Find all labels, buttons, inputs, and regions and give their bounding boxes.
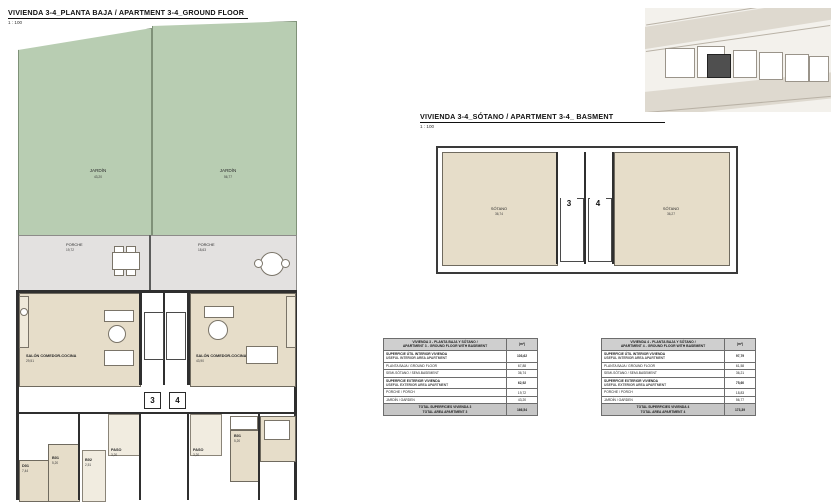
table4-row0-label — [602, 350, 725, 362]
porch-chair-3b — [126, 246, 136, 253]
site-block-f — [809, 56, 829, 82]
dining-table-4 — [246, 346, 278, 364]
table4-total-value: 173,39 — [725, 404, 756, 416]
table4-total-label — [602, 404, 725, 416]
basement-core-wall-right — [612, 152, 614, 264]
table3-total-line2: TOTAL AREA APARTMENT 3 — [422, 409, 468, 414]
table4-row3-en: USEFUL EXTERIOR AREA APARTMENT — [604, 383, 667, 388]
table4-row4-value: 18,83 — [725, 389, 756, 396]
table4-row1-value: 61,58 — [725, 362, 756, 369]
table3-row2-label: SEMI-SÓTANO / SEMI-BASEMENT — [384, 370, 507, 377]
living-room-3-name: SALÓN COMEDOR-COCINA — [26, 354, 77, 358]
stair-core-wall-right — [187, 293, 190, 385]
table3-row1-label: PLANTA BAJA / GROUND FLOOR — [384, 362, 507, 369]
basement-room-3-name: SÓTANO — [490, 206, 508, 211]
table3-row3-es: SUPERFICIE EXTERIOR VIVIENDA — [386, 378, 441, 383]
table3-row1-value: 67,88 — [507, 362, 538, 369]
table4-row0-en: USEFUL INTERIOR AREA APARTMENT — [604, 356, 666, 361]
basement-room-4-area: 36,27 — [667, 212, 675, 217]
site-highlight-block — [707, 54, 731, 78]
table3-row5-value: 43,20 — [507, 396, 538, 403]
ground-floor-plan — [8, 20, 308, 500]
bedroom-band-wall — [16, 412, 297, 414]
b01-4-label — [234, 434, 241, 444]
area-table-apartment-4 — [601, 338, 756, 416]
site-block-d — [759, 52, 783, 80]
porch-table-3 — [112, 252, 140, 270]
table4-total-line2: TOTAL AREA APARTMENT 4 — [640, 409, 686, 414]
b01-4-name: B01 — [234, 434, 241, 438]
paso-4-name: PASO — [193, 448, 204, 452]
table3-row3-en: USEFUL EXTERIOR AREA APARTMENT — [386, 383, 449, 388]
porch-divider — [149, 235, 151, 291]
basement-title: VIVIENDA 3-4_SÓTANO / APARTMENT 3-4_ BASMENT — [420, 112, 614, 121]
area-table-apartment-3 — [383, 338, 538, 416]
table3-row5-label: JARDÍN / GARDEN — [384, 396, 507, 403]
lower-wall-c — [187, 414, 189, 500]
porch-chair-4b — [281, 259, 290, 268]
table3-header-line1: VIVIENDA 3 - PLANTA BAJA Y SÓTANO / — [412, 340, 478, 344]
table3-row3-value: 62,92 — [507, 377, 538, 389]
table4-row5-label: JARDÍN / GARDEN — [602, 396, 725, 403]
b02-name: B02 — [85, 458, 92, 462]
lower-wall-b — [139, 414, 141, 500]
basement-core-wall-left — [556, 152, 558, 264]
unit-marker-3-basement: 3 — [561, 196, 577, 212]
kitchen-counter-4 — [286, 296, 296, 348]
porch-name-3: PORCHE — [66, 242, 83, 247]
paso-3-name: PASO — [111, 448, 122, 452]
b01-3-area: 5,20 — [52, 460, 59, 465]
basement-title-block — [420, 112, 665, 123]
table3-row4-label: PORCHE / PORCH — [384, 389, 507, 396]
table3-total-line1: TOTAL SUPERFICIES VIVIENDA 3 — [418, 405, 472, 410]
table3-total-value: 166,54 — [507, 404, 538, 416]
b01-3-name: B01 — [52, 456, 59, 460]
paso-4-label — [193, 448, 203, 458]
stair-run-3 — [144, 312, 164, 360]
garden-area-value-3: 43,20 — [94, 174, 102, 179]
ground-floor-title-block — [8, 8, 248, 19]
b01-3-label — [52, 456, 59, 466]
site-block-c — [733, 50, 757, 78]
porch-label-3 — [66, 242, 83, 252]
basement-core-wall-mid — [584, 152, 586, 264]
living-room-4-name: SALÓN COMEDOR-COCINA — [196, 354, 247, 358]
unit-marker-3-ground: 3 — [144, 392, 161, 409]
site-block-a — [665, 48, 695, 78]
table3-row0-en: USEFUL INTERIOR AREA APARTMENT — [386, 356, 448, 361]
unit-marker-4-ground: 4 — [169, 392, 186, 409]
bed-4 — [264, 420, 290, 440]
porch-label-4 — [198, 242, 215, 252]
garden-area-value-4: 56,77 — [224, 174, 232, 179]
porch-chair-3c — [114, 269, 124, 276]
paso-3-area: 3,20 — [111, 452, 118, 457]
dining-table-3 — [104, 350, 134, 366]
basement-plan — [420, 138, 750, 308]
table4-row2-label: SEMI-SÓTANO / SEMI-BASEMENT — [602, 370, 725, 377]
living-room-3-label — [26, 354, 76, 364]
d01-3-label — [22, 464, 29, 474]
table4-header — [602, 339, 725, 351]
porch-chair-4a — [254, 259, 263, 268]
porch-name-4: PORCHE — [198, 242, 215, 247]
garden-area-3 — [18, 28, 152, 236]
garden-label-4 — [198, 168, 258, 179]
porch-chair-3d — [126, 269, 136, 276]
table3-row3-label — [384, 377, 507, 389]
garden-name-3: JARDÍN — [89, 168, 107, 173]
sofa-4 — [204, 306, 234, 318]
kitchen-sink-3 — [20, 308, 28, 316]
table3-header — [384, 339, 507, 351]
table4-unit: (m²) — [725, 339, 756, 351]
ground-floor-title: VIVIENDA 3-4_PLANTA BAJA / APARTMENT 3-4_GROUND FLOOR — [8, 8, 245, 17]
table4-row0-value: 97,79 — [725, 350, 756, 362]
coffee-table-4 — [208, 320, 228, 340]
table4-row3-value: 75,60 — [725, 377, 756, 389]
b02-label — [85, 458, 92, 468]
kitchen-counter-3 — [19, 296, 29, 348]
b02-area: 2,51 — [85, 462, 92, 467]
table3-row0-value: 103,62 — [507, 350, 538, 362]
table4-row3-es: SUPERFICIE EXTERIOR VIVIENDA — [604, 378, 659, 383]
basement-room-4-name: SÓTANO — [662, 206, 680, 211]
bed-3 — [230, 416, 258, 430]
table3-row4-value: 19,72 — [507, 389, 538, 396]
garden-name-4: JARDÍN — [219, 168, 237, 173]
b01-4-area: 5,20 — [234, 438, 241, 443]
d01-3-name: D01 — [22, 464, 29, 468]
table4-row4-label: PORCHE / PORCH — [602, 389, 725, 396]
table4-row2-value: 36,21 — [725, 370, 756, 377]
d01-3-area: 7,44 — [22, 468, 29, 473]
porch-area-value-3: 19,72 — [66, 248, 74, 253]
living-room-4-label — [196, 354, 246, 364]
table4-row5-value: 56,77 — [725, 396, 756, 403]
stair-run-4 — [166, 312, 186, 360]
paso-4-area: 3,20 — [193, 452, 200, 457]
basement-room-3-label — [468, 206, 530, 217]
table4-row3-label — [602, 377, 725, 389]
table4-row1-label: PLANTA BAJA / GROUND FLOOR — [602, 362, 725, 369]
table3-row0-es: SUPERFICIE ÚTIL INTERIOR VIVIENDA — [386, 351, 448, 356]
site-plan — [645, 8, 831, 112]
garden-label-3 — [68, 168, 128, 179]
site-block-e — [785, 54, 809, 82]
porch-area-value-4: 18,63 — [198, 248, 206, 253]
stair-core-wall-left — [139, 293, 142, 385]
living-room-4-area: 43,90 — [196, 358, 204, 363]
basement-scale: 1 : 100 — [420, 124, 435, 129]
porch-chair-3a — [114, 246, 124, 253]
table4-header-line2: APARTMENT 4 - GROUND FLOOR WITH BASEMENT — [620, 344, 706, 349]
table3-row0-label — [384, 350, 507, 362]
bathroom-b01-3 — [48, 444, 80, 502]
sofa-3 — [104, 310, 134, 322]
table3-row2-value: 36,74 — [507, 370, 538, 377]
paso-3-label — [111, 448, 121, 458]
unit-marker-4-basement: 4 — [590, 196, 606, 212]
lower-wall-a — [78, 414, 80, 500]
table3-total-label — [384, 404, 507, 416]
table3-header-line2: APARTMENT 3 - GROUND FLOOR WITH BASEMENT — [402, 344, 488, 349]
basement-room-3-area: 36,74 — [495, 212, 503, 217]
table3-unit: (m²) — [507, 339, 538, 351]
coffee-table-3 — [108, 325, 126, 343]
living-room-3-area: 29,51 — [26, 358, 34, 363]
table4-header-line1: VIVIENDA 4 - PLANTA BAJA Y SÓTANO / — [630, 340, 696, 344]
table4-total-line1: TOTAL SUPERFICIES VIVIENDA 4 — [636, 405, 690, 410]
table4-row0-es: SUPERFICIE ÚTIL INTERIOR VIVIENDA — [604, 351, 666, 356]
ground-floor-scale: 1 : 100 — [8, 20, 23, 25]
lower-wall-d — [258, 414, 260, 500]
basement-room-4-label — [640, 206, 702, 217]
garden-area-4 — [152, 21, 297, 236]
